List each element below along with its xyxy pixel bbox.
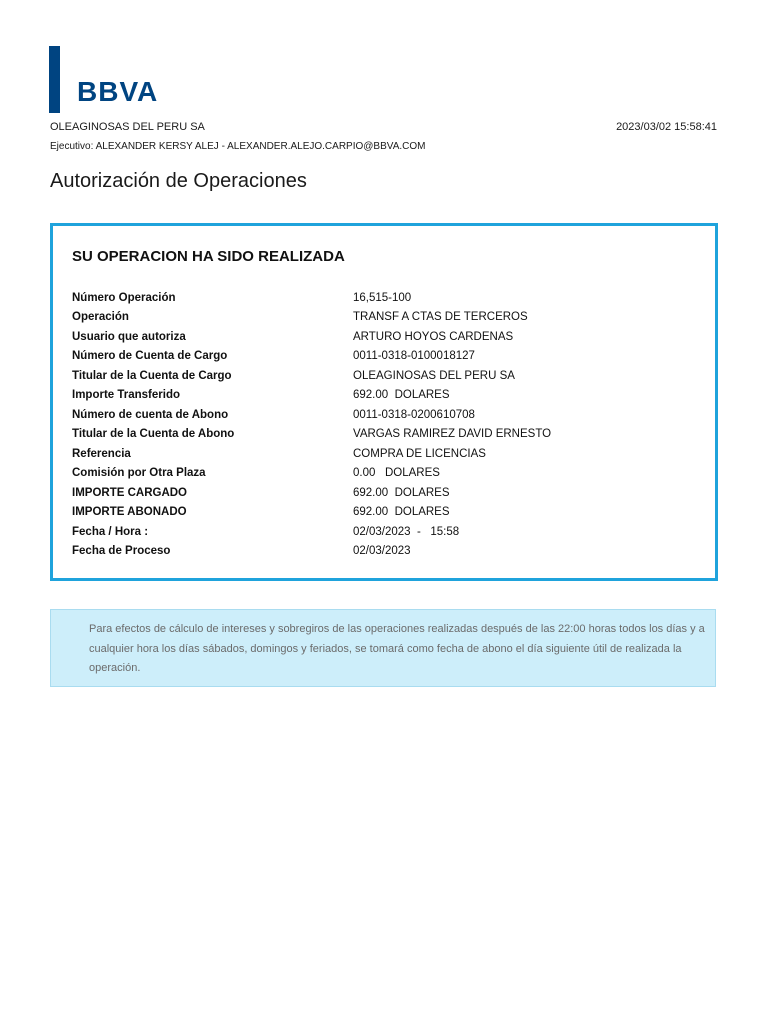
detail-label: Importe Transferido (72, 389, 180, 402)
detail-row (72, 386, 692, 406)
detail-label: Número de Cuenta de Cargo (72, 350, 228, 363)
detail-label: Comisión por Otra Plaza (72, 467, 206, 480)
detail-row (72, 308, 692, 328)
detail-row (72, 503, 692, 523)
detail-value: 692.00 DOLARES (353, 389, 450, 402)
detail-value: 02/03/2023 - 15:58 (353, 525, 460, 538)
detail-value: VARGAS RAMIREZ DAVID ERNESTO (353, 428, 552, 441)
operation-summary-card (50, 223, 718, 581)
detail-label: Número Operación (72, 291, 176, 304)
detail-value: 16,515-100 (353, 291, 412, 304)
detail-row (72, 444, 692, 464)
detail-row (72, 522, 692, 542)
detail-value: COMPRA DE LICENCIAS (353, 447, 486, 460)
detail-value: 02/03/2023 (353, 545, 411, 558)
detail-label: Fecha / Hora : (72, 525, 149, 538)
company-name: OLEAGINOSAS DEL PERU SA (50, 121, 205, 133)
bbva-logo: BBVA (77, 76, 159, 107)
detail-label: Titular de la Cuenta de Abono (72, 428, 235, 441)
detail-row (72, 405, 692, 425)
detail-value: 692.00 DOLARES (353, 486, 450, 499)
detail-label: Usuario que autoriza (72, 330, 186, 343)
detail-value: 0011-0318-0100018127 (353, 350, 475, 363)
detail-value: OLEAGINOSAS DEL PERU SA (353, 369, 515, 382)
detail-label: Número de cuenta de Abono (72, 408, 229, 421)
info-note (50, 609, 716, 687)
detail-value: ARTURO HOYOS CARDENAS (353, 330, 514, 343)
page-title: Autorización de Operaciones (50, 170, 307, 192)
detail-row (72, 464, 692, 484)
info-note-text: Para efectos de cálculo de intereses y sobregiros de las operaciones realizadas después de las 22:00 horas todos los días y a cualquier hora los días sábados, domingos y feriados, se tomará como fecha de abono el día siguiente útil de realizada la operación. (89, 623, 705, 674)
card-title: SU OPERACION HA SIDO REALIZADA (72, 248, 345, 265)
detail-row (72, 347, 692, 367)
logo-bar (49, 46, 60, 113)
detail-row (72, 366, 692, 386)
detail-row (72, 542, 692, 562)
detail-row (72, 483, 692, 503)
detail-value: 0011-0318-0200610708 (353, 408, 475, 421)
detail-label: Titular de la Cuenta de Cargo (72, 369, 232, 382)
detail-row (72, 425, 692, 445)
detail-row (72, 327, 692, 347)
executive-info: Ejecutivo: ALEXANDER KERSY ALEJ - ALEXANDER.ALEJO.CARPIO@BBVA.COM (50, 141, 426, 152)
detail-value: TRANSF A CTAS DE TERCEROS (353, 311, 528, 324)
detail-label: IMPORTE CARGADO (72, 486, 187, 499)
detail-value: 692.00 DOLARES (353, 506, 450, 519)
detail-label: Fecha de Proceso (72, 545, 171, 558)
header-datetime: 2023/03/02 15:58:41 (616, 121, 717, 133)
detail-row (72, 288, 692, 308)
detail-label: Referencia (72, 447, 131, 460)
detail-label: Operación (72, 311, 129, 324)
detail-label: IMPORTE ABONADO (72, 506, 187, 519)
detail-list (72, 288, 692, 561)
detail-value: 0.00 DOLARES (353, 467, 440, 480)
